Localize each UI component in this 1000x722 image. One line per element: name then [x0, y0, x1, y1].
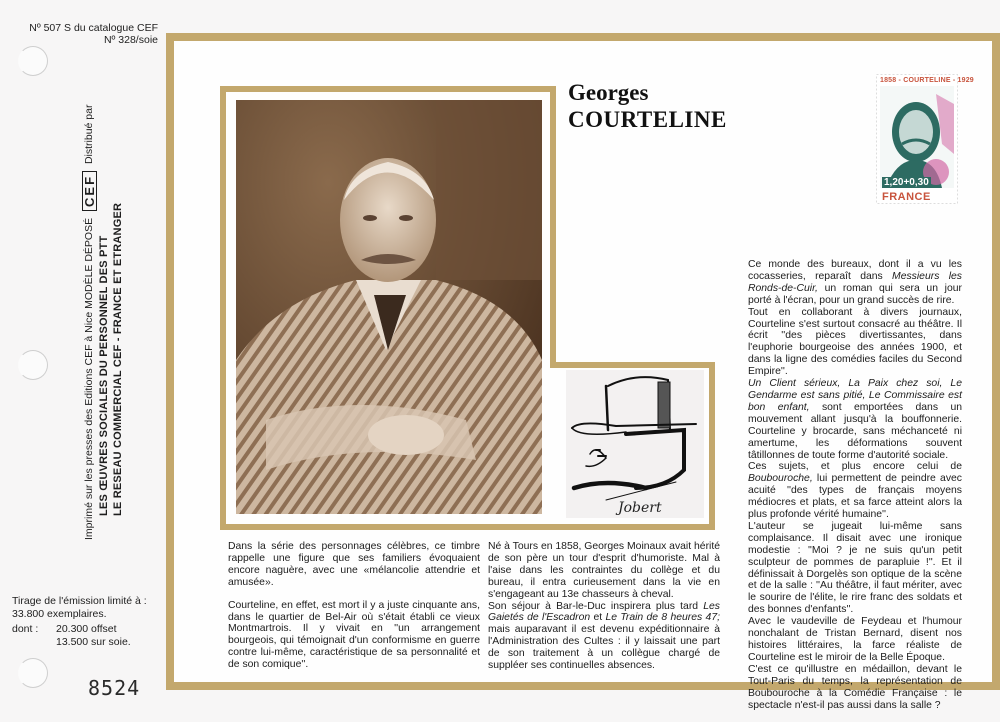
print-run-title: Tirage de l'émission limité à :	[12, 595, 147, 607]
paragraph: C'est ce qu'illustre en médaillon, devant le Tout-Paris du temps, la représentation de Boubouroche à la Comédie Française : le spectacle n'est-il pas aussi dans la salle ?	[748, 663, 962, 711]
text-column-2	[488, 541, 720, 672]
text-column-1	[228, 541, 480, 671]
binder-hole	[18, 350, 48, 380]
publisher-sidebar	[80, 60, 140, 540]
distributed-by: Distribué par	[83, 104, 95, 165]
silk-number: Nº 328/soie	[103, 34, 158, 46]
paragraph: Né à Tours en 1858, Georges Moinaux avait hérité de son père un tour d'esprit d'humoriste. Mal à l'aise dans les contraintes du collège et du bureau, il entra curieusement dans la vie en s'engageant au 13e chasseurs à cheval.	[488, 541, 721, 600]
offset-count: 20.300 offset	[56, 623, 117, 635]
text-column-3	[748, 259, 962, 711]
silk-count: 13.500 sur soie.	[56, 636, 131, 648]
paragraph: Courteline, en effet, est mort il y a juste cinquante ans, dans le quartier de Bel-Air où s'était établi ce vieux Montmartrois. Il y vivait en ''un arrangement bourgeois, qui témoignait d'un conformisme en guerre contre lui-même, caractéristique de sa personnalité et de son comique''.	[228, 599, 480, 671]
page-title	[568, 80, 727, 134]
catalogue-number: Nº 507 S du catalogue CEF	[29, 22, 158, 34]
paragraph: Un Client sérieux, La Paix chez soi, Le Gendarme est sans pitié, Le Commissaire est bon enfant, sont emportées dans un mouvement allant jusqu'à la bouffonnerie. Courteline y brocarde, sans méchanceté ni amertume, les déformations souvent tâtillonnes de toute forme d'autorité sociale.	[748, 378, 962, 461]
paragraph: Ce monde des bureaux, dont il a vu les cocasseries, reparaît dans Messieurs les Ronds-de-Cuir, un roman qui sera un jour porté à l'écran, pour un grand succès de rire.	[748, 259, 962, 306]
serial-number: 8524	[88, 676, 141, 700]
reseau-commercial-line: LE RESEAU COMMERCIAL CEF - FRANCE ET ETRANGER	[112, 202, 124, 516]
stamp-value: 1,20+0,30	[884, 177, 929, 188]
catalogue-numbers	[18, 22, 158, 46]
portrait-photo	[236, 100, 542, 514]
work-title: Messieurs les Ronds-de-Cuir,	[748, 270, 962, 294]
stamp-inscription: 1858 - COURTELINE - 1929	[880, 77, 974, 84]
oeuvres-sociales-line: LES ŒUVRES SOCIALES DU PERSONNEL DES PTT	[98, 235, 110, 516]
caricature-sketch	[566, 370, 704, 518]
title-first-name: Georges	[568, 80, 649, 105]
work-title: Un Client sérieux, La Paix chez soi, Le Gendarme est sans pitié, Le Commissaire est bon enfant,	[748, 378, 962, 413]
cef-logo: CEF	[82, 171, 97, 211]
work-title: Boubouroche,	[748, 473, 813, 485]
binder-hole	[18, 658, 48, 688]
imprint-text: Imprimé sur les presses des Editions CEF à Nice MODÈLE DÉPOSÉ	[83, 217, 95, 540]
paragraph: Avec le vaudeville de Feydeau et l'humour nonchalant de Tristan Bernard, disent nos histoires littéraires, la farce réaliste de Courteline est le miroir de la Belle Époque.	[748, 616, 962, 663]
sketch-signature: Jobert	[618, 500, 662, 516]
paragraph: Tout en collaborant à divers journaux, Courteline s'est surtout consacré au théâtre. Il écrit ''des pièces divertissantes, dans l'euphorie bourgeoise des années 1900, et dans la ligne des comédies faciles du Second Empire''.	[748, 306, 962, 378]
work-title: Les Gaietés de l'Escadron	[488, 600, 720, 624]
title-last-name: COURTELINE	[568, 107, 727, 132]
stamp-country: FRANCE	[882, 191, 931, 203]
print-run-info	[12, 595, 162, 649]
binder-hole	[18, 46, 48, 76]
paragraph: Son séjour à Bar-le-Duc inspirera plus tard Les Gaietés de l'Escadron et Le Train de 8 heures 47; mais auparavant il est devenu expéditionnaire à l'Administration des Cultes : il y laissait une part de son traitement à un collègue chargé de suppléer ses continuelles absences.	[488, 600, 720, 672]
print-run-total: 33.800 exemplaires.	[12, 608, 107, 620]
paragraph: Dans la série des personnages célèbres, ce timbre rappelle une figure que ses familiers évoquaient encore naguère, avec une «mélancolie attendrie et amusée».	[228, 541, 480, 588]
paragraph: L'auteur se jugeait lui-même sans complaisance. Il disait avec une ironique modestie : ''Moi ? je ne suis qu'un petit sculpteur de pommes de parapluie !''. Et il définissait à Dorgelès son optique de la scène et de la salle : ''Au théâtre, il faut mériter, avec le sourire de l'élite, le rire franc des soldats et des bonnes d'enfants''.	[748, 520, 962, 616]
dont-label: dont :	[12, 623, 39, 635]
paragraph: Ces sujets, et plus encore celui de Boubouroche, lui permettent de peindre avec acuité ''des types de français moyens médiocres et plats, et sa farce atteint alors la plus profonde vérité humaine''.	[748, 461, 962, 521]
work-title: Le Train de 8 heures 47;	[605, 612, 720, 624]
postage-stamp	[876, 74, 974, 204]
